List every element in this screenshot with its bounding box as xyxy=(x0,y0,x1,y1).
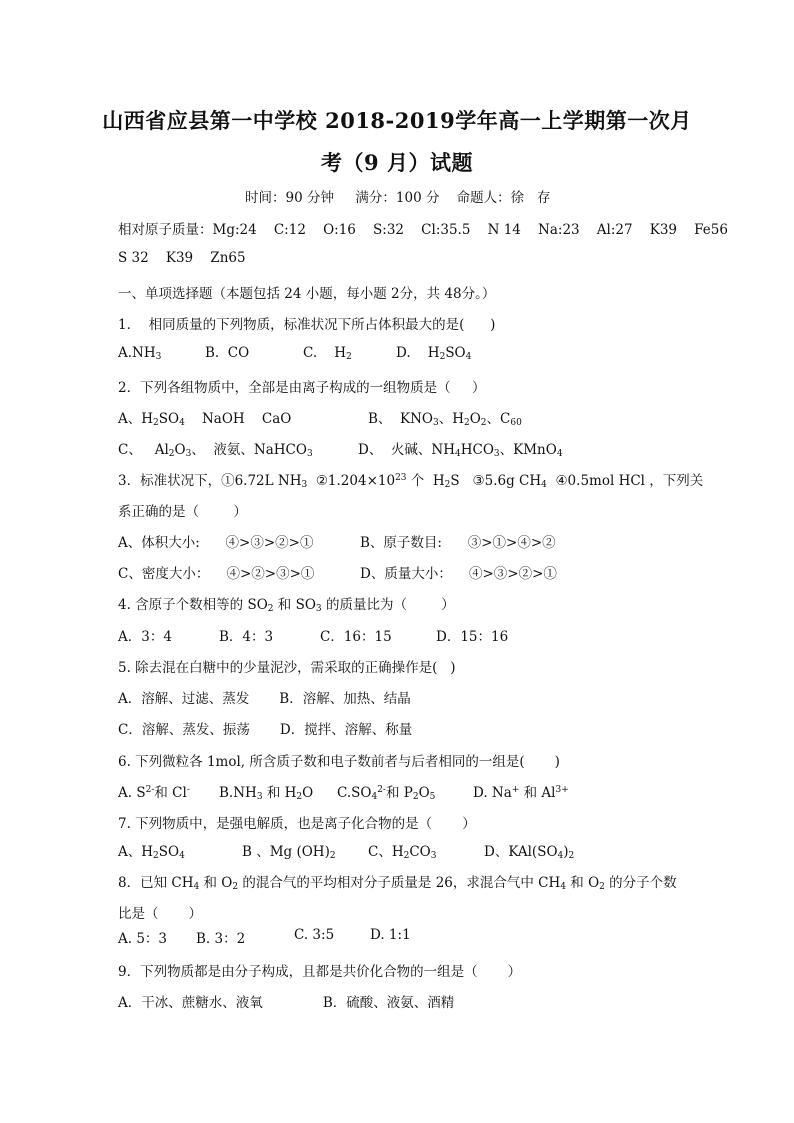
question-3-stem-line2: 系正确的是（ ） xyxy=(118,504,247,520)
q6-option-a: A. $S^{2-}$和 Cl- xyxy=(118,785,190,801)
atomic-mass-line2: S 32 K39 Zn65 xyxy=(118,250,246,266)
q6-option-c: $C.SO_4^{2-}$和 $P_2O_5$ xyxy=(337,785,436,802)
q1-option-c: C. $H_2$ xyxy=(303,345,352,362)
q6-option-b: $B.NH_3$ 和 $H_2O$ xyxy=(219,785,314,802)
document-title-line1: 山西省应县第一中学校 2018-2019学年高一上学期第一次月 xyxy=(102,108,692,133)
q2-option-d: D、 火碱、$NH_4HCO_3$、KMnO$_4$ xyxy=(358,442,563,459)
question-8-stem-line2: 比是（ ） xyxy=(118,906,203,922)
q6-option-d: D. Na+ 和 $Al^{3+}$ xyxy=(473,785,569,801)
q2-option-c: C、 $Al_2O_3$、 液氨、NaHCO$_3$ xyxy=(118,442,313,459)
question-9-stem: 9．下列物质都是由分子构成，且都是共价化合物的一组是（ ） xyxy=(118,964,522,980)
question-9-options-ab: A．干冰、蔗糖水、液氧 B．硫酸、液氨、酒精 xyxy=(118,995,455,1011)
question-5-stem: 5. 除去混在白糖中的少量泥沙，需采取的正确操作是( ) xyxy=(118,660,456,676)
exam-meta: 时间：90 分钟 满分：100 分 命题人：徐 存 xyxy=(245,190,551,206)
atomic-mass-line1: 相对原子质量：Mg:24 C:12 O:16 S:32 Cl:35.5 N 14 Na:23 Al:27 K39 Fe56 xyxy=(118,222,728,238)
q7-option-b: B 、Mg $(OH)_2$ xyxy=(242,844,336,861)
q4-option-c: C．16：15 xyxy=(320,629,392,645)
q8-option-b: B. 3：2 xyxy=(196,931,246,947)
question-6-stem: 6. 下列微粒各 1mol, 所含质子数和电子数前者与后者相同的一组是( ) xyxy=(118,754,560,770)
question-3-stem: 3．标准状况下，①6.72L $NH_3$ $②1.204\times 10^{23}$ 个 $H_2S$ ③5.6g $CH_4$ ④0.5mol HCl ，下列关 xyxy=(118,473,704,490)
question-8-stem: 8．已知 $CH_4$ 和 $O_2$ 的混合气的平均相对分子质量是 26，求混合气中 $CH_4$ 和 $O_2$ 的分子个数 xyxy=(118,875,677,892)
question-1-stem: 1． 相同质量的下列物质，标准状况下所占体积最大的是( ) xyxy=(118,317,496,333)
q8-option-c: C. 3:5 xyxy=(294,927,335,943)
q2-option-b: B、 $KNO_3$、$H_2O_2$、$C_{60}$ xyxy=(368,411,522,428)
q7-option-d: D、$KAl(SO_4)_2$ xyxy=(484,844,575,861)
q4-option-b: B．4：3 xyxy=(219,629,274,645)
q1-option-a: $A.NH_3$ xyxy=(118,345,162,362)
q7-option-c: C、$H_2CO_3$ xyxy=(368,844,437,861)
question-4-stem: 4. 含原子个数相等的 $SO_2$ 和 $SO_3$ 的质量比为（ ） xyxy=(118,597,455,614)
q1-option-d: D. $H_2SO_4$ xyxy=(396,345,472,362)
q1-option-b: B. CO xyxy=(205,345,250,361)
document-title-line2: 考（9 月）试题 xyxy=(321,150,473,175)
q2-option-a: A、$H_2SO_4$ NaOH CaO xyxy=(118,411,292,428)
q3-option-c: C、密度大小： ④>②>③>① xyxy=(118,566,315,582)
q3-option-a: A、体积大小: ④>③>②>① xyxy=(118,535,314,551)
q4-option-d: D．15：16 xyxy=(436,629,509,645)
q7-option-a: A、$H_2SO_4$ xyxy=(118,844,185,861)
question-5-options-cd: C．溶解、蒸发、振荡 D．搅拌、溶解、称量 xyxy=(118,722,413,738)
q3-option-b: B、原子数目: ③>①>④>② xyxy=(360,535,556,551)
question-5-options-ab: A．溶解、过滤、蒸发 B．溶解、加热、结晶 xyxy=(118,691,411,707)
question-7-stem: 7. 下列物质中，是强电解质，也是离子化合物的是（ ） xyxy=(118,816,476,832)
q8-option-d: D. 1:1 xyxy=(370,927,411,943)
q4-option-a: A．3：4 xyxy=(118,629,172,645)
question-2-stem: 2．下列各组物质中，全部是由离子构成的一组物质是（ ） xyxy=(118,380,486,396)
q3-option-d: D、质量大小： ④>③>②>① xyxy=(360,566,557,582)
q8-option-a: A. 5：3 xyxy=(118,931,168,947)
section-heading: 一、单项选择题（本题包括 24 小题，每小题 2分，共 48分。） xyxy=(118,286,496,302)
